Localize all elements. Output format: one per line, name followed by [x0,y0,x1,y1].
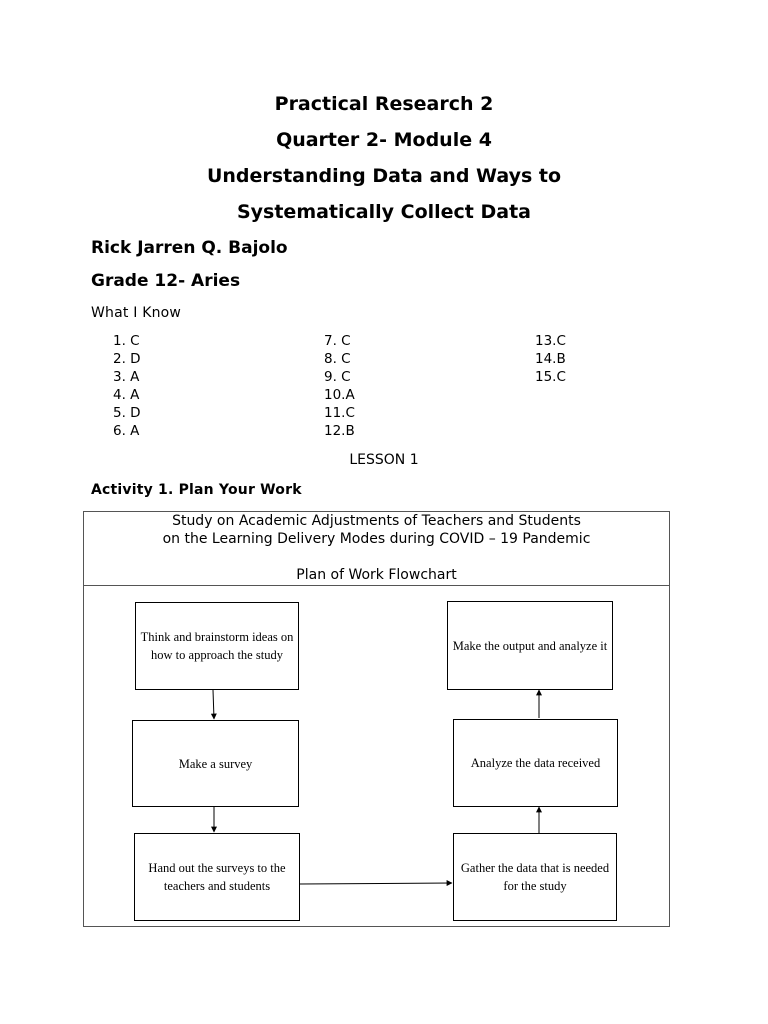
answers-column-3 [535,332,566,386]
step-analyze-box: Analyze the data received [453,719,618,807]
doc-title-line-4: Systematically Collect Data [236,201,532,223]
grade-section: Grade 12- Aries [91,271,241,291]
study-title-line-1: Study on Academic Adjustments of Teachers and Students [172,513,581,529]
student-name: Rick Jarren Q. Bajolo [91,238,288,258]
answer-item: 11.C [324,405,355,421]
answer-item: 5. D [113,405,141,421]
answer-item: 8. C [324,351,351,367]
step-gather-box: Gather the data that is needed for the study [453,833,617,921]
flowchart-frame [83,511,670,927]
arrow-brainstorm-to-survey [213,690,214,719]
answer-item: 13.C [535,333,566,349]
arrow-handout-to-gather [300,883,452,884]
study-title-line-2: on the Learning Delivery Modes during COVID – 19 Pandemic [162,531,591,547]
answer-item: 15.C [535,369,566,385]
doc-title-line-1: Practical Research 2 [274,93,494,115]
answer-item: 12.B [324,423,355,439]
answer-item: 6. A [113,423,140,439]
answers-column-1 [113,332,141,440]
what-i-know-heading: What I Know [91,305,182,321]
answer-item: 9. C [324,369,351,385]
flowchart-title: Plan of Work Flowchart [296,567,457,583]
step-handout-box: Hand out the surveys to the teachers and students [134,833,300,921]
answer-item: 14.B [535,351,566,367]
answer-item: 7. C [324,333,351,349]
lesson-heading: LESSON 1 [349,452,419,468]
activity-heading: Activity 1. Plan Your Work [91,482,302,498]
answer-item: 3. A [113,369,140,385]
answer-item: 4. A [113,387,140,403]
step-survey-box: Make a survey [132,720,299,807]
answers-column-2 [324,332,355,440]
step-brainstorm-box: Think and brainstorm ideas on how to approach the study [135,602,299,690]
answer-item: 10.A [324,387,355,403]
doc-title-line-2: Quarter 2- Module 4 [276,129,492,151]
step-output-box: Make the output and analyze it [447,601,613,690]
doc-title-line-3: Understanding Data and Ways to [206,165,562,187]
answer-item: 2. D [113,351,141,367]
answer-item: 1. C [113,333,140,349]
